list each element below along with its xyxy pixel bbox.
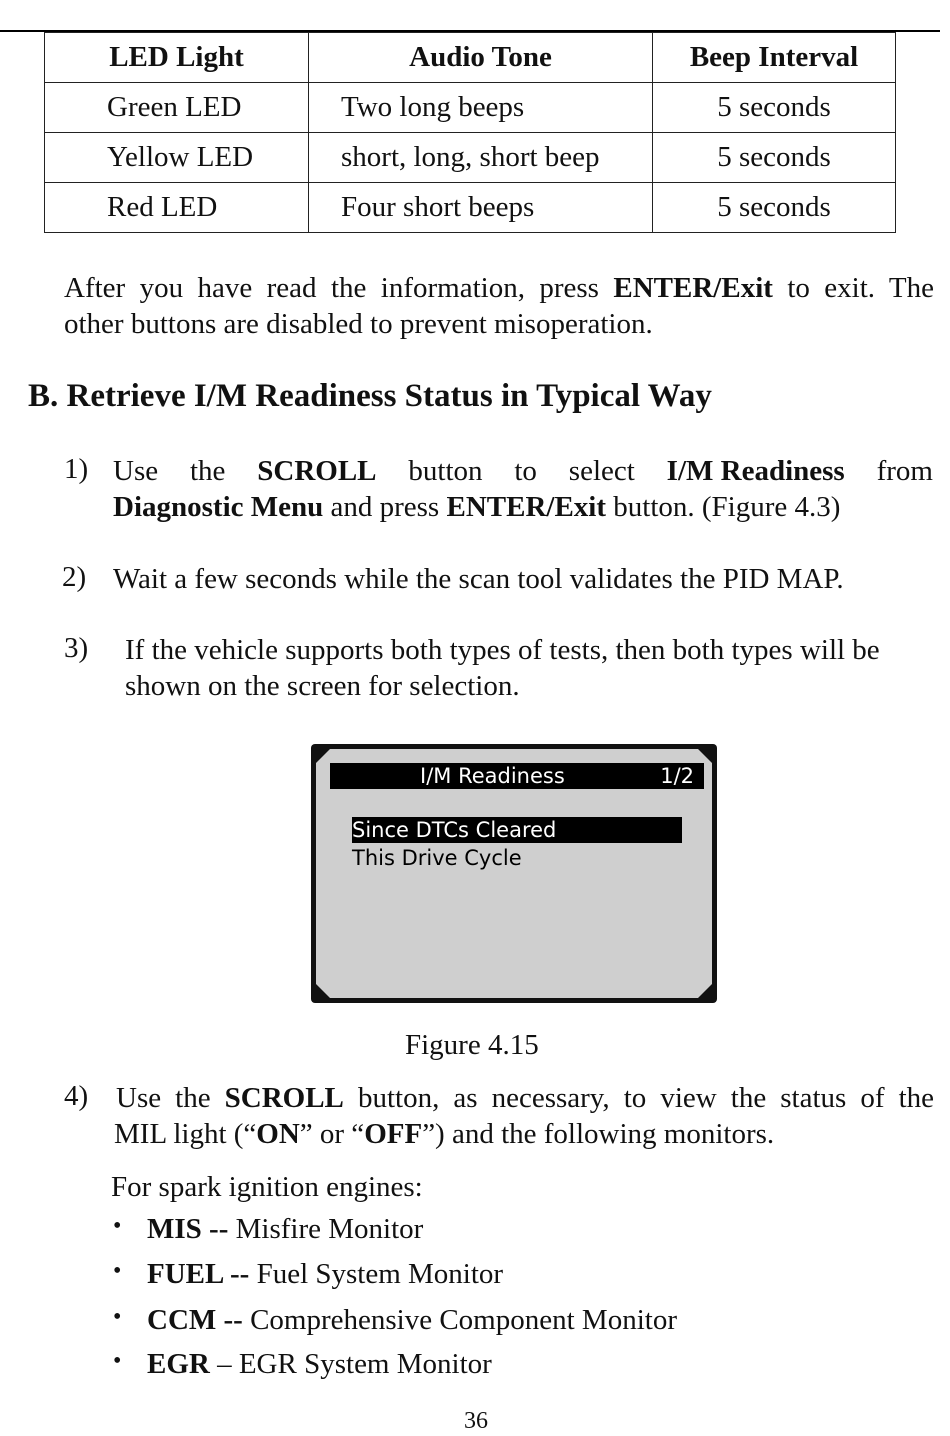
enter-exit-keyword: ENTER/Exit xyxy=(446,491,607,523)
text: button, as necessary, to view the status of the xyxy=(343,1082,934,1114)
monitor-description: Fuel System Monitor xyxy=(249,1258,504,1290)
text: MIL light (“ xyxy=(114,1118,257,1150)
screen-page-indicator: 1/2 xyxy=(660,764,694,788)
text: the xyxy=(189,455,226,487)
text: After you have read the information, press xyxy=(64,272,614,304)
list-item xyxy=(113,1213,424,1246)
table-row xyxy=(45,133,896,183)
page-number: 36 xyxy=(464,1408,488,1434)
header-led-light: LED Light xyxy=(45,33,309,83)
step-1-line-2 xyxy=(113,489,933,525)
text: Use xyxy=(113,455,159,487)
screen-title: I/M Readiness xyxy=(420,764,565,788)
cell-tone: Two long beeps xyxy=(309,83,653,133)
header-beep-interval: Beep Interval xyxy=(653,33,896,83)
monitor-code: FUEL -- xyxy=(147,1258,250,1290)
step-number: 1) xyxy=(64,453,89,485)
menu-item-label: Since DTCs Cleared xyxy=(352,818,557,842)
step-1-line-1 xyxy=(113,453,933,489)
step-2-text: Wait a few seconds while the scan tool validates the PID MAP. xyxy=(113,563,844,595)
cell-interval: 5 seconds xyxy=(653,183,896,233)
spark-ignition-label: For spark ignition engines: xyxy=(111,1171,423,1203)
led-table xyxy=(44,32,896,233)
menu-item-this-drive-cycle[interactable] xyxy=(352,845,522,871)
text: ”) and the following monitors. xyxy=(422,1118,775,1150)
cell-interval: 5 seconds xyxy=(653,133,896,183)
text: button. (Figure 4.3) xyxy=(606,491,841,523)
section-heading: B. Retrieve I/M Readiness Status in Typical Way xyxy=(28,378,712,414)
cell-led: Yellow LED xyxy=(45,133,309,183)
cell-led: Red LED xyxy=(45,183,309,233)
monitor-code: MIS -- xyxy=(147,1213,229,1245)
lcd-display xyxy=(316,749,712,998)
bullet-icon: • xyxy=(113,1258,122,1284)
instruction-paragraph xyxy=(64,270,934,342)
step-number: 4) xyxy=(64,1080,89,1112)
scan-tool-screen xyxy=(311,744,717,1003)
monitor-code: EGR xyxy=(147,1348,210,1380)
corner-decoration xyxy=(698,749,712,763)
step-number: 3) xyxy=(64,632,89,664)
menu-item-label: This Drive Cycle xyxy=(352,846,522,870)
cell-interval: 5 seconds xyxy=(653,83,896,133)
im-readiness-keyword: I/M Readiness xyxy=(666,455,845,487)
step-3-line-2: shown on the screen for selection. xyxy=(125,670,520,702)
text: and press xyxy=(323,491,447,523)
corner-decoration xyxy=(316,749,330,763)
list-item xyxy=(113,1348,492,1381)
step-4-line-2 xyxy=(114,1116,934,1152)
corner-decoration xyxy=(316,984,330,998)
header-audio-tone: Audio Tone xyxy=(309,33,653,83)
on-keyword: ON xyxy=(256,1118,300,1150)
monitor-description: Misfire Monitor xyxy=(228,1213,424,1245)
table-header-row xyxy=(45,33,896,83)
text: Use the xyxy=(116,1082,225,1114)
corner-decoration xyxy=(698,984,712,998)
text: to xyxy=(514,455,537,487)
text: from xyxy=(876,455,933,487)
table-row xyxy=(45,183,896,233)
step-number: 2) xyxy=(62,561,87,593)
cell-tone: short, long, short beep xyxy=(309,133,653,183)
instruction-line-1 xyxy=(64,270,934,306)
screen-title-bar xyxy=(330,763,704,789)
step-4-line-1 xyxy=(116,1080,934,1116)
figure-caption: Figure 4.15 xyxy=(405,1029,539,1061)
step-1 xyxy=(113,453,933,525)
cell-tone: Four short beeps xyxy=(309,183,653,233)
bullet-icon: • xyxy=(113,1213,122,1239)
enter-exit-keyword: ENTER/Exit xyxy=(613,272,773,304)
scroll-keyword: SCROLL xyxy=(224,1082,344,1114)
text: to exit. The xyxy=(772,272,935,304)
text: select xyxy=(568,455,635,487)
bullet-icon: • xyxy=(113,1304,122,1330)
list-item xyxy=(113,1258,504,1291)
scroll-keyword: SCROLL xyxy=(257,455,377,487)
step-4 xyxy=(116,1080,934,1152)
list-item xyxy=(113,1304,677,1337)
step-3-line-1: If the vehicle supports both types of tests, then both types will be xyxy=(125,634,880,666)
monitor-description: Comprehensive Component Monitor xyxy=(242,1304,677,1336)
text: ” or “ xyxy=(299,1118,365,1150)
monitor-description: – EGR System Monitor xyxy=(209,1348,492,1380)
menu-item-since-dtcs-cleared[interactable] xyxy=(352,817,682,843)
text: button xyxy=(408,455,483,487)
instruction-line-2: other buttons are disabled to prevent misoperation. xyxy=(64,308,653,340)
diagnostic-menu-keyword: Diagnostic Menu xyxy=(113,491,324,523)
bullet-icon: • xyxy=(113,1348,122,1374)
cell-led: Green LED xyxy=(45,83,309,133)
table-row xyxy=(45,83,896,133)
monitor-code: CCM -- xyxy=(147,1304,243,1336)
off-keyword: OFF xyxy=(364,1118,423,1150)
step-3 xyxy=(125,632,935,704)
